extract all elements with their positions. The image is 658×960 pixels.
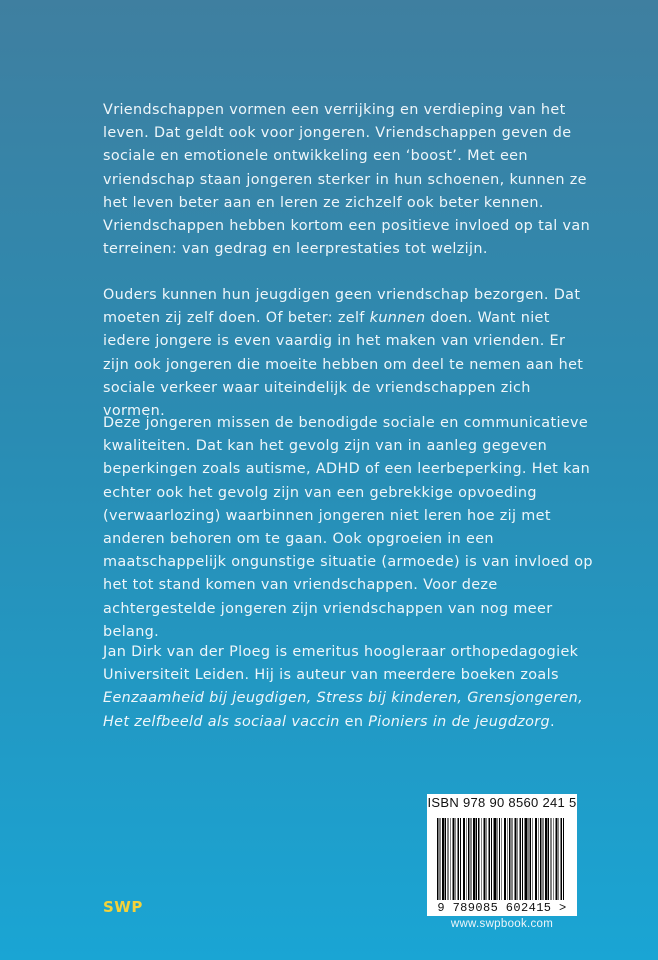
blurb-paragraph-1 bbox=[103, 99, 593, 261]
barcode bbox=[427, 812, 577, 916]
emphasized-word: kunnen bbox=[369, 310, 426, 327]
book-titles: Eenzaamheid bij jeugdigen, Stress bij kinderen, Grensjongeren, Het zelfbeeld als sociaal vaccin bbox=[103, 690, 584, 730]
blurb-paragraph-3 bbox=[103, 412, 593, 644]
isbn-label: ISBN 978 90 8560 241 5 bbox=[427, 795, 577, 810]
book-title: Pioniers in de jeugdzorg bbox=[368, 713, 550, 730]
blurb-paragraph-2 bbox=[103, 284, 593, 423]
barcode-bars bbox=[437, 818, 565, 900]
publisher-website: www.swpbook.com bbox=[450, 918, 554, 930]
barcode-digits: 9 789085 602415 > bbox=[437, 901, 567, 915]
text-segment: doen. Want niet iedere jongere is even vaardig in het maken van vrienden. Er zijn ook jongeren die moeite hebben om deel te nemen aan het sociale verkeer waar uiteindelijk de vriendschappen zich vormen. bbox=[103, 310, 584, 420]
text-segment: Ouders kunnen hun jeugdigen geen vriendschap bezorgen. Dat moeten zij zelf doen. Of beter: zelf bbox=[103, 287, 581, 327]
blurb-text: Vriendschappen vormen een verrijking en verdieping van het leven. Dat geldt ook voor jongeren. Vriendschappen geven de sociale en emotionele ontwikkeling een ‘boost’. Met een vriendschap staan jongeren sterker in hun schoenen, kunnen ze het leven beter aan en leren ze zichzelf ook beter kennen. Vriendschappen hebben kortom een positieve invloed op tal van terreinen: van gedrag en leerprestaties tot welzijn. bbox=[103, 102, 591, 258]
text-segment: . bbox=[549, 713, 555, 730]
author-bio bbox=[103, 641, 593, 734]
author-bio-text bbox=[103, 641, 593, 734]
blurb-text bbox=[103, 284, 593, 423]
blurb-text: Deze jongeren missen de benodigde sociale en communicatieve kwaliteiten. Dat kan het gevolg zijn van in aanleg gegeven beperkingen zoals autisme, ADHD of een leerbeperking. Het kan echter ook het gevolg zijn van een gebrekkige opvoeding (verwaarlozing) waarbinnen jongeren niet leren hoe zij met anderen behoren om te gaan. Ook opgroeien in een maatschappelijk ongunstige situatie (armoede) is van invloed op het tot stand komen van vriendschappen. Voor deze achtergestelde jongeren zijn vriendschappen van nog meer belang. bbox=[103, 415, 593, 640]
publisher-logo: SWP bbox=[103, 898, 143, 916]
text-segment: en bbox=[339, 713, 369, 730]
text-segment: Jan Dirk van der Ploeg is emeritus hoogleraar orthopedagogiek Universiteit Leiden. Hij is auteur van meerdere boeken zoals bbox=[103, 644, 579, 684]
